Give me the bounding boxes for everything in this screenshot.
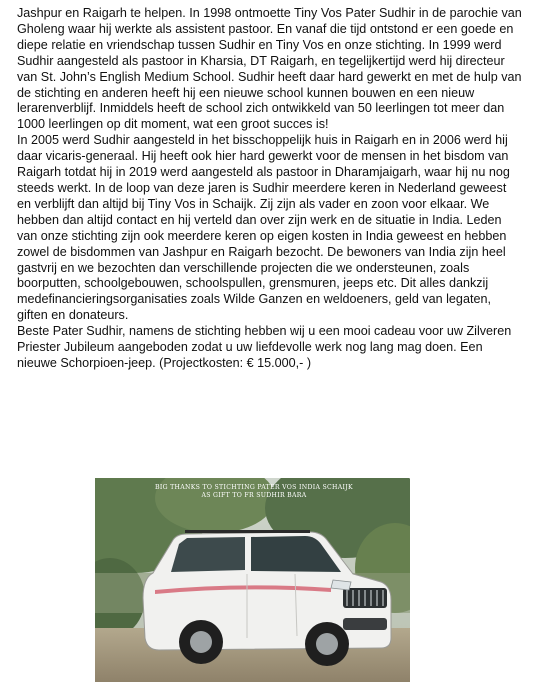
article-text: [17, 6, 523, 372]
paragraph-history: Jashpur en Raigarh te helpen. In 1998 ontmoette Tiny Vos Pater Sudhir in de parochie van Gholeng waar hij werkte als assistent pastoor. En vanaf die tijd ontstond er een goede en diepe relatie en vriendschap tussen Sudhir en Tiny Vos en onze stichting. In 1999 werd Sudhir aangesteld als pastoor in Kharsia, DT Raigarh, en tegelijkertijd werd hij directeur van St. John’s English Medium School. Sudhir heeft daar hard gewerkt en met de hulp van de stichting en anderen heeft hij een nieuwe school kunnen bouwen en een nieuw lerarenverblijf. Inmiddels heeft de school zich ontwikkeld van 50 leerlingen tot meer dan 1000 leerlingen op dit moment, wat een groot succes is!: [17, 6, 522, 132]
banner-line-1: BIG THANKS TO STICHTING PATER VOS INDIA SCHAIJK: [155, 484, 353, 491]
jeep-photo: [95, 478, 410, 682]
banner-line-2: AS GIFT TO FR SUDHIR BARA: [201, 491, 307, 499]
paragraph-gift: Beste Pater Sudhir, namens de stichting hebben wij u een mooi cadeau voor uw Zilveren Priester Jubileum aangeboden zodat u uw liefdevolle werk nog lang mag doen. Een nieuwe Schorpioen-jeep. (Projectkosten: € 15.000,- ): [17, 324, 512, 370]
paragraph-career: In 2005 werd Sudhir aangesteld in het bisschoppelijk huis in Raigarh en in 2006 werd hij daar vicaris-generaal. Hij heeft ook hier hard gewerkt voor de mensen in het bisdom van Raigarh totdat hij in 2019 werd aangesteld als pastoor in Dharamjaigarh, waar hij nu nog steeds werkt. In de loop van deze jaren is Sudhir meerdere keren in Nederland geweest en verblijft dan altijd bij Tiny Vos in Schaijk. Zij zijn als vader en zoon voor elkaar. We hebben dan altijd contact en hij verteld dan over zijn werk en de situatie in India. Leden van onze stichting zijn ook meerdere keren op eigen kosten in India geweest en hebben zowel de bisdommen van Jashpur en Raigarh bezocht. De bewoners van India zijn heel gastvrij en we bezochten dan verschillende projecten die we ondersteunen, zoals boorputten, schoolgebouwen, schoolspullen, grensmuren, jeeps etc. Dit alles dankzij medefinancieringsorganisaties zoals Wilde Ganzen en weldoeners, geld van legaten, giften en donateurs.: [17, 133, 510, 323]
photo-banner: [129, 484, 379, 499]
